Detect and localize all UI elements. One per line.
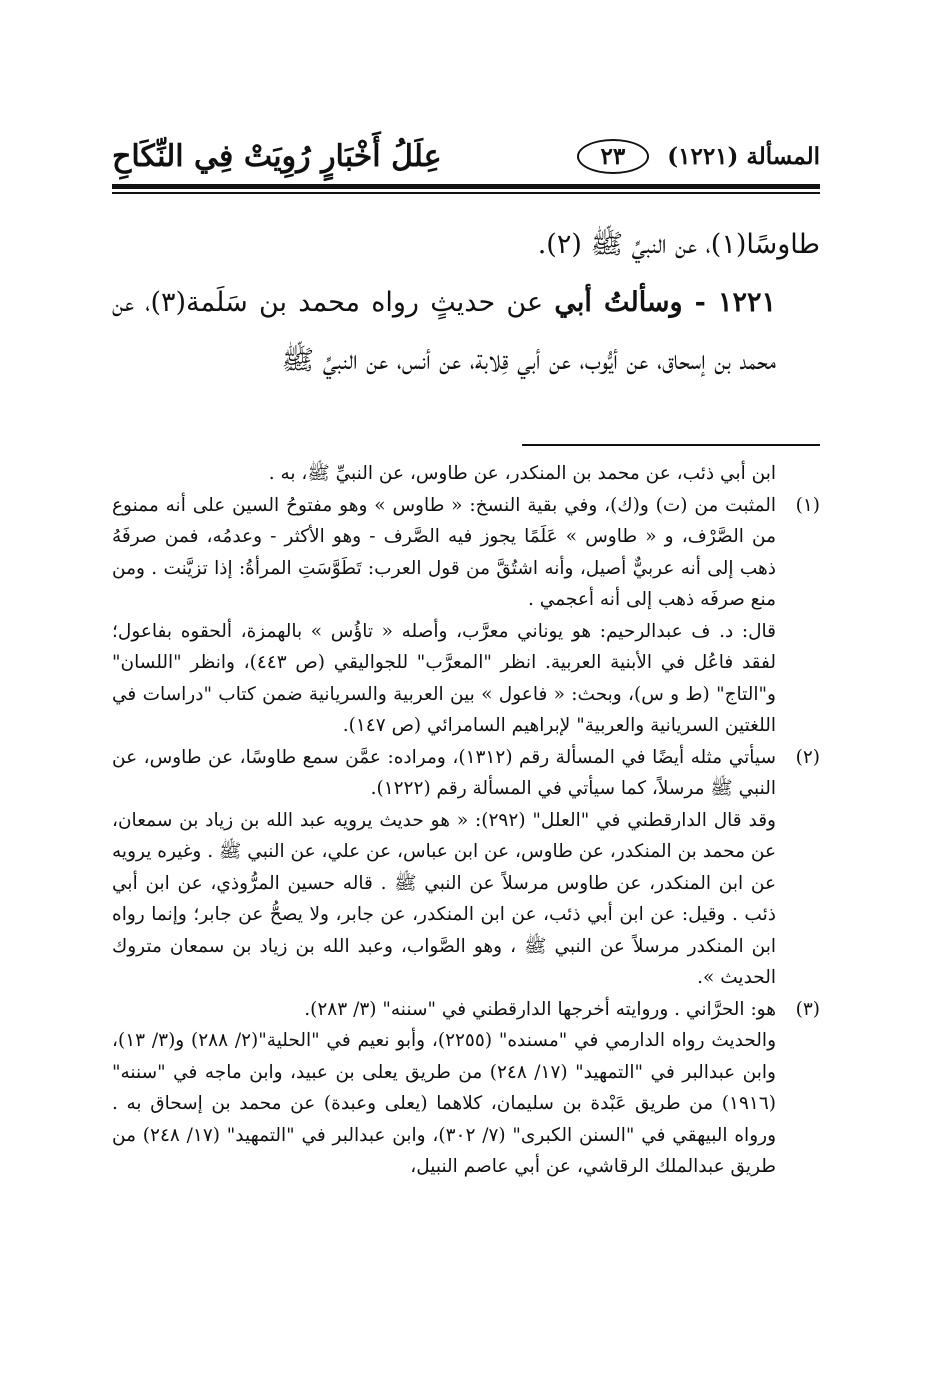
footnote-paragraph: قال: د. ف عبدالرحيم: هو يوناني معرَّب، وأصله « تاؤُس » بالهمزة، ألحقوه بفاعول؛ لفقد فاعُل في الأبنية العربية. انظر "المعرَّب" للجواليقي (ص ٤٤٣)، وانظر "اللسان" و"التاج" (ط و س)، وبحث: « فاعول » بين العربية والسريانية ضمن كتاب "دراسات في اللغتين السريانية والعربية" لإبراهيم السامرائي (ص ١٤٧). [112,620,777,736]
question-text: عن حديثٍ رواه محمد بن سَلَمة(٣)، عن محمد بن إسحاق، عن أيُّوب، عن أبي قِلابة، عن أنس، عن النبيِّ ﷺ [112,287,776,376]
footnote-body [112,994,776,1026]
footnote-1 [112,490,820,616]
footnote-continuation-text: ابن أبي ذئب، عن محمد بن المنكدر، عن طاوس، عن النبيِّ ﷺ، به . [268,463,776,484]
footnote-2-continuation [112,805,820,994]
main-text [112,216,820,390]
question-lead: ١٢٢١ - وسألتُ أبي [554,287,776,318]
footnote-number: (١) [795,494,820,516]
header-rule-thin [112,192,820,194]
main-line-1: طاوسًا(١)، عن النبيِّ ﷺ (٢). [537,229,820,260]
footnote-separator [522,444,820,446]
main-paragraph [112,274,820,390]
book-title: عِلَلُ أَخْبَارٍ رُوِيَتْ فِي النِّكَاحِ [112,138,442,174]
page-number: ٢٣ [577,139,650,174]
header-rule-thick [112,184,820,189]
footnote-paragraph: المثبت من (ت) و(ك)، وفي بقية النسخ: « طاوس » وهو مفتوحُ السين على أنه ممنوع من الصَّرْف، و « طاوس » عَلَمًا يجوز فيه الصَّرف - وهو الأكثر - وعدمُه، فمن صرفَهُ ذهب إلى أنه عربيٌّ أصيل، وأنه اشتُقَّ من قول العرب: تَطَوَّسَتِ المرأةُ: إذا تزيَّنت . ومن منع صرفَه ذهب إلى أنه أعجمي . [112,494,776,610]
issue-label: المسألة (١٢٢١) [667,142,820,170]
footnotes [112,458,820,1183]
footnote-body [112,742,776,805]
footnote-body [112,490,776,616]
footnote-paragraph: سيأتي مثله أيضًا في المسألة رقم (١٣١٢)، ومراده: عمَّن سمع طاوسًا، عن طاوس، عن النبي ﷺ مرسلاً، كما سيأتي في المسألة رقم (١٢٢٢). [112,746,776,799]
footnote-paragraph: هو: الحرَّاني . وروايته أخرجها الدارقطني في "سننه" (٣/ ٢٨٣). [304,998,776,1020]
footnote-3 [112,994,820,1026]
footnote-3-continuation [112,1025,820,1183]
footnote-continuation [112,458,820,490]
footnote-paragraph: وقد قال الدارقطني في "العلل" (٢٩٢): « هو حديث يرويه عبد الله بن زياد بن سمعان، عن محمد بن المنكدر، عن طاوس، عن ابن عباس، عن علي، عن النبي ﷺ . وغيره يرويه عن ابن المنكدر، عن طاوس مرسلاً عن النبي ﷺ . قاله حسين المرُّوذي، عن ابن أبي ذئب . وقيل: عن ابن أبي ذئب، عن ابن المنكدر، عن جابر، ولا يصحُّ عن جابر؛ وإنما رواه ابن المنكدر مرسلاً عن النبي ﷺ ، وهو الصَّواب، وعبد الله بن زياد بن سمعان متروك الحديث ». [112,809,776,988]
footnote-2 [112,742,820,805]
footnote-number: (٢) [795,746,820,768]
footnote-number: (٣) [795,998,820,1020]
header-issue-group [577,139,820,174]
footnote-1-continuation [112,616,820,742]
footnote-paragraph: والحديث رواه الدارمي في "مسنده" (٢٢٥٥)، وأبو نعيم في "الحلية"(٢/ ٢٨٨) و(٣/ ١٣)، وابن عبدالبر في "التمهيد" (١٧/ ٢٤٨) من طريق يعلى بن عبيد، وابن ماجه في "سننه" (١٩١٦) من طريق عَبْدة بن سليمان، كلاهما (يعلى وعبدة) عن محمد بن إسحاق به . ورواه البيهقي في "السنن الكبرى" (٧/ ٣٠٢)، وابن عبدالبر في "التمهيد" (١٧/ ٢٤٨) من طريق عبدالملك الرقاشي، عن أبي عاصم النبيل، [112,1030,777,1177]
page-header [112,130,820,182]
